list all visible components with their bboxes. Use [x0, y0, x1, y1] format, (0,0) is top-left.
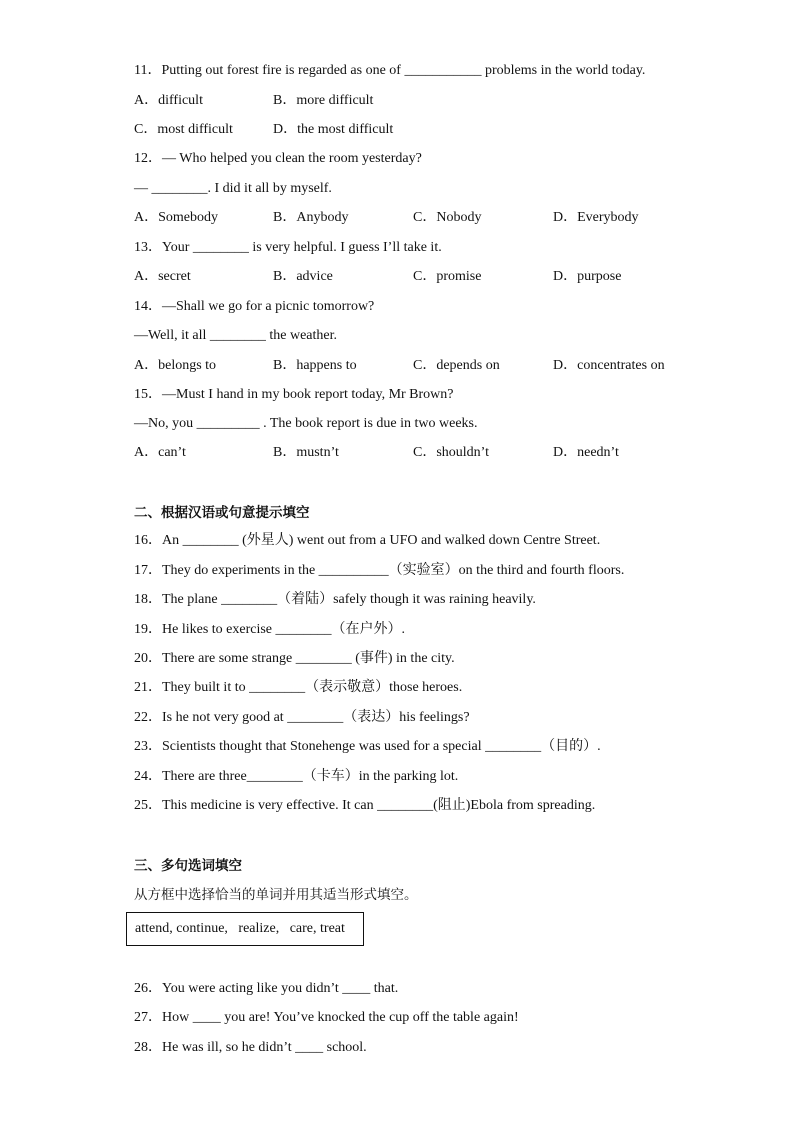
q15-option-c: C．shouldn’t — [413, 445, 489, 460]
question-25: 25．This medicine is very effective. It can ________(阻止)Ebola from spreading. — [134, 798, 596, 813]
question-16: 16．An ________ (外星人) went out from a UFO and walked down Centre Street. — [134, 533, 601, 548]
question-18: 18．The plane ________（着陆）safely though it was raining heavily. — [134, 592, 536, 607]
question-17: 17．They do experiments in the __________（实验室）on the third and fourth floors. — [134, 563, 625, 578]
q14-option-d: D．concentrates on — [553, 358, 665, 373]
question-14-stem: 14．—Shall we go for a picnic tomorrow? — [134, 299, 375, 314]
word-box — [126, 912, 364, 946]
q15-option-b: B．mustn’t — [273, 445, 339, 460]
q15-option-a: A．can’t — [134, 445, 186, 460]
question-12-stem: 12．— Who helped you clean the room yesterday? — [134, 151, 422, 166]
q13-option-a: A．secret — [134, 269, 191, 284]
section-2-title: 二、根据汉语或句意提示填空 — [134, 505, 310, 521]
section-3-title: 三、多句选词填空 — [134, 858, 242, 874]
question-28: 28．He was ill, so he didn’t ____ school. — [134, 1040, 367, 1055]
question-14-answer-line: —Well, it all ________ the weather. — [134, 328, 337, 343]
q12-option-d: D．Everybody — [553, 210, 639, 225]
q15-option-d: D．needn’t — [553, 445, 619, 460]
q14-option-b: B．happens to — [273, 358, 357, 373]
q11-option-c: C．most difficult — [134, 122, 233, 137]
question-24: 24．There are three________（卡车）in the parking lot. — [134, 769, 459, 784]
question-27: 27．How ____ you are! You’ve knocked the cup off the table again! — [134, 1010, 519, 1025]
q14-option-c: C．depends on — [413, 358, 500, 373]
question-26: 26．You were acting like you didn’t ____ that. — [134, 981, 399, 996]
question-15-answer-line: —No, you _________ . The book report is due in two weeks. — [134, 416, 478, 431]
q13-option-c: C．promise — [413, 269, 482, 284]
q12-option-a: A．Somebody — [134, 210, 218, 225]
q11-option-a: A．difficult — [134, 93, 203, 108]
question-13-stem: 13．Your ________ is very helpful. I guess I’ll take it. — [134, 240, 442, 255]
q13-option-b: B．advice — [273, 269, 333, 284]
q11-option-d: D．the most difficult — [273, 122, 394, 137]
question-12-answer-line: — ________. I did it all by myself. — [134, 181, 332, 196]
question-21: 21．They built it to ________（表示敬意）those heroes. — [134, 680, 463, 695]
question-23: 23．Scientists thought that Stonehenge was used for a special ________（目的）. — [134, 739, 601, 754]
question-22: 22．Is he not very good at ________（表达）his feelings? — [134, 710, 470, 725]
question-11-stem: 11．Putting out forest fire is regarded as one of ___________ problems in the world today. — [134, 63, 646, 78]
word-box-words: attend, continue, realize, care, treat — [135, 921, 345, 936]
q13-option-d: D．purpose — [553, 269, 622, 284]
section-3-instruction: 从方框中选择恰当的单词并用其适当形式填空。 — [134, 887, 418, 903]
question-20: 20．There are some strange ________ (事件) in the city. — [134, 651, 455, 666]
q11-option-b: B．more difficult — [273, 93, 374, 108]
question-15-stem: 15．—Must I hand in my book report today, Mr Brown? — [134, 387, 454, 402]
q14-option-a: A．belongs to — [134, 358, 217, 373]
q12-option-b: B．Anybody — [273, 210, 349, 225]
q12-option-c: C．Nobody — [413, 210, 482, 225]
question-19: 19．He likes to exercise ________（在户外）. — [134, 622, 406, 637]
